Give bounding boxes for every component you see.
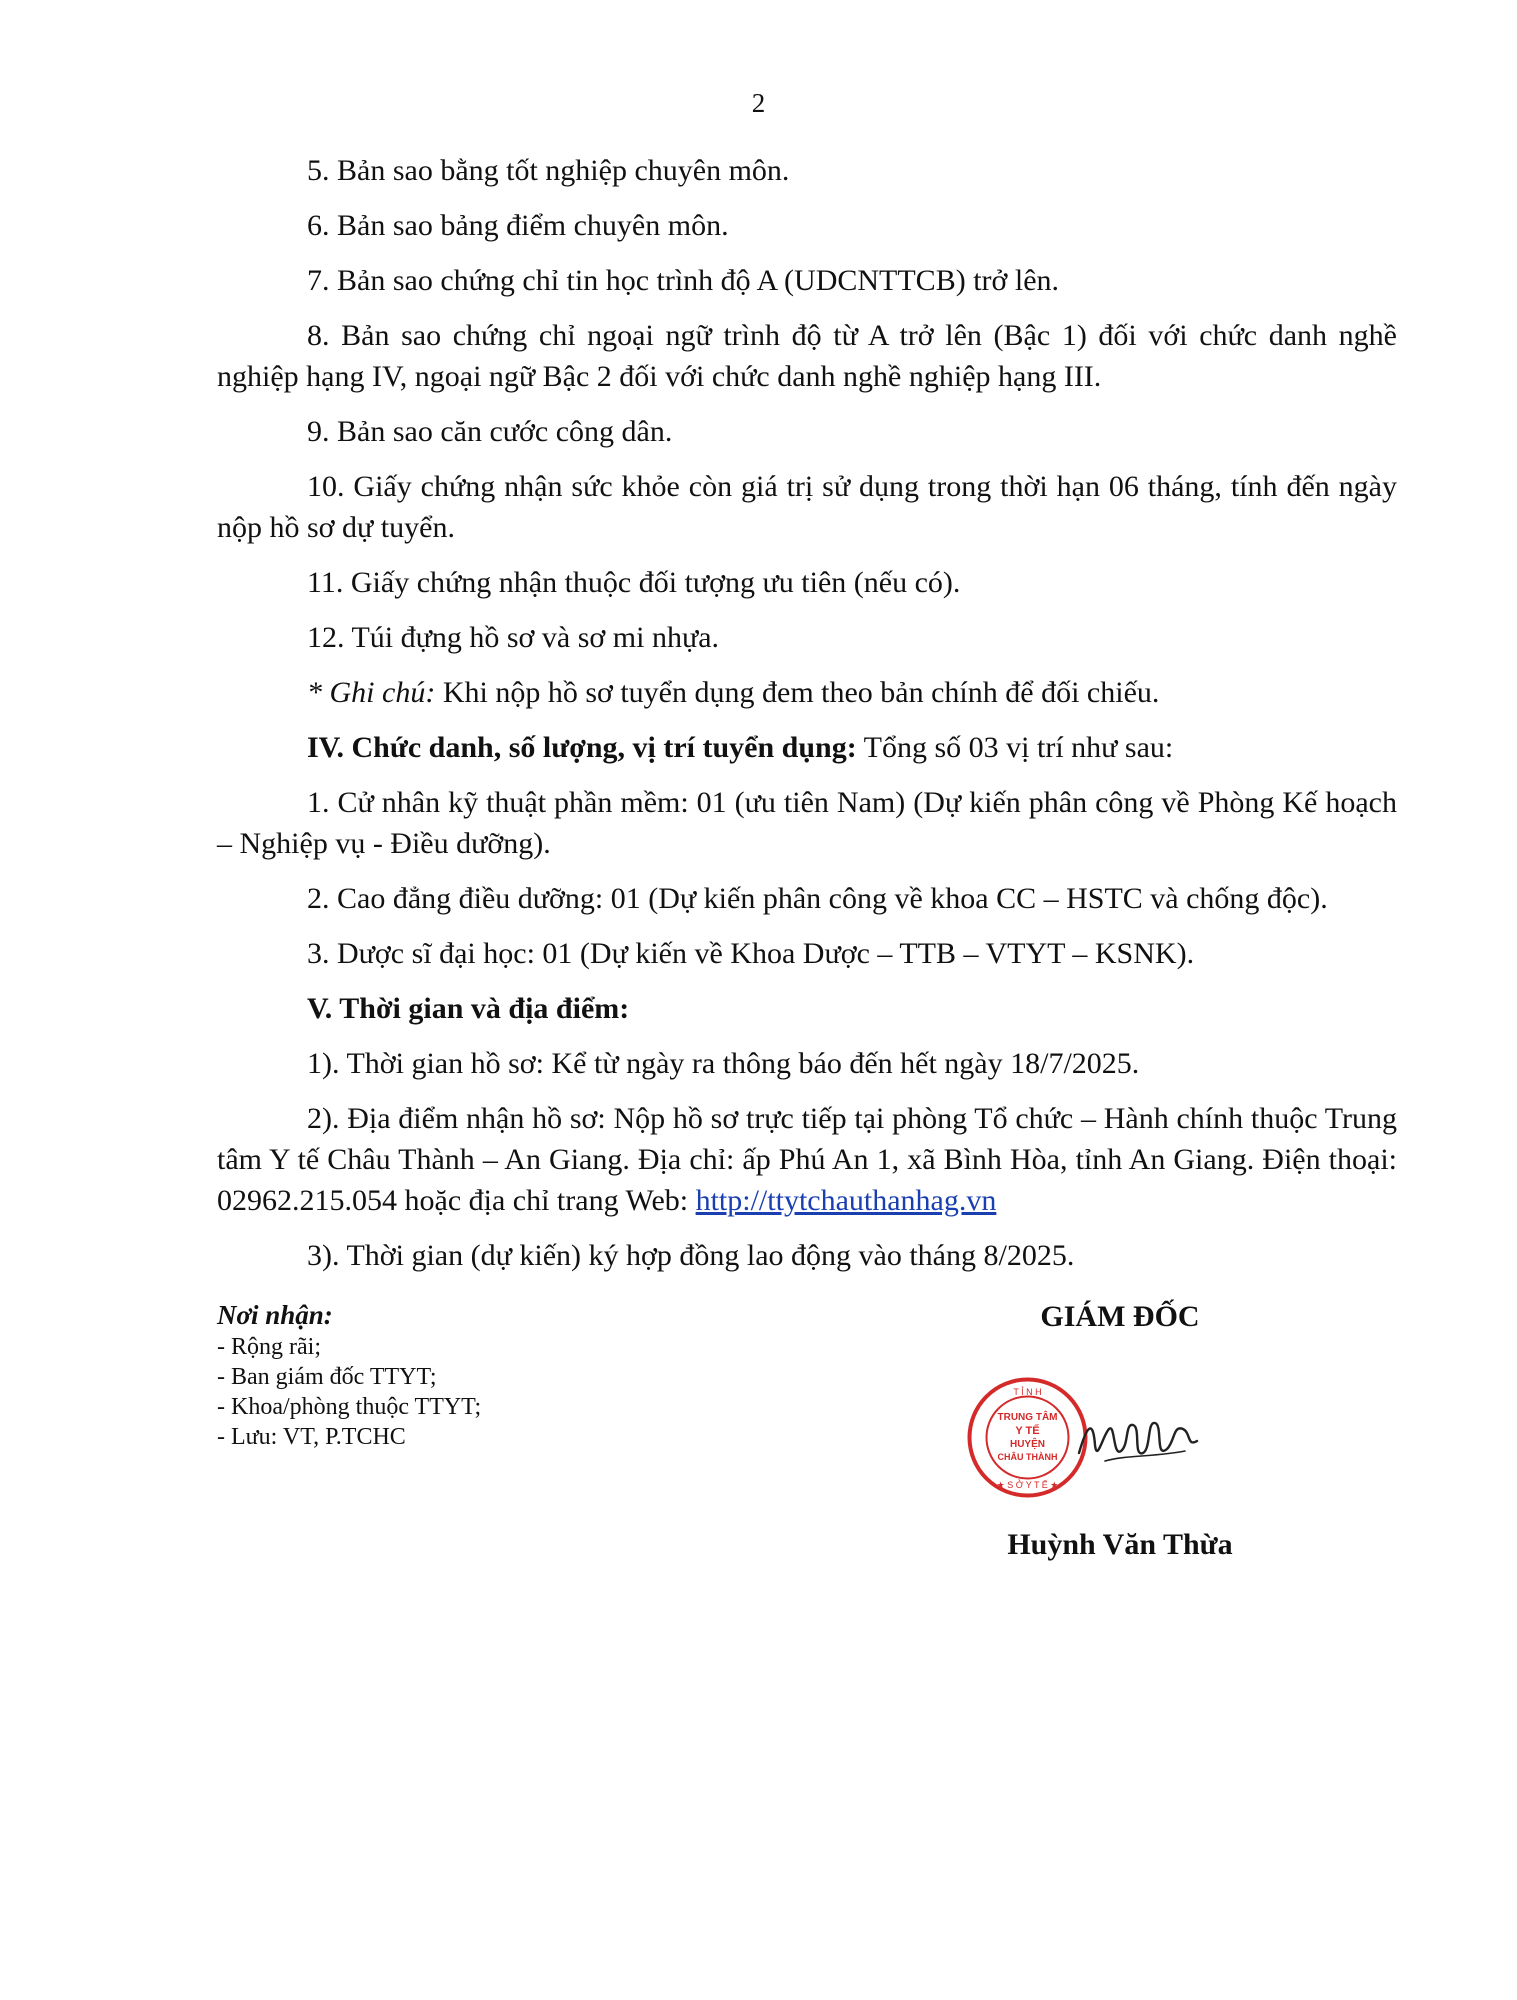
svg-text:TRUNG TÂM: TRUNG TÂM [997, 1412, 1058, 1423]
schedule-2 [217, 1098, 1397, 1221]
position-3: 3. Dược sĩ đại học: 01 (Dự kiến về Khoa Dược – TTB – VTYT – KSNK). [307, 937, 1195, 970]
note-paragraph [217, 672, 1397, 713]
note-text: Khi nộp hồ sơ tuyển dụng đem theo bản chính để đối chiếu. [435, 676, 1160, 709]
item-9: 9. Bản sao căn cước công dân. [307, 415, 673, 448]
item-8: 8. Bản sao chứng chỉ ngoại ngữ trình độ từ A trở lên (Bậc 1) đối với chức danh nghề nghiệp hạng IV, ngoại ngữ Bậc 2 đối với chức danh nghề nghiệp hạng III. [217, 319, 1397, 393]
schedule-2-text: 2). Địa điểm nhận hồ sơ: Nộp hồ sơ trực tiếp tại phòng Tổ chức – Hành chính thuộc Trung tâm Y tế Châu Thành – An Giang. Địa chỉ: ấp Phú An 1, xã Bình Hòa, tỉnh An Giang. Điện thoại: 02962.215.054 hoặc địa chỉ trang Web: [217, 1102, 1397, 1217]
recipients-list [217, 1332, 777, 1452]
item-7: 7. Bản sao chứng chỉ tin học trình độ A (UDCNTTCB) trở lên. [307, 264, 1060, 297]
section-4-heading: IV. Chức danh, số lượng, vị trí tuyển dụng: [307, 731, 857, 764]
recipients-title: Nơi nhận: [217, 1300, 333, 1330]
item-5: 5. Bản sao bằng tốt nghiệp chuyên môn. [307, 154, 790, 187]
schedule-1: 1). Thời gian hồ sơ: Kể từ ngày ra thông báo đến hết ngày 18/7/2025. [307, 1047, 1140, 1080]
signer-name: Huỳnh Văn Thừa [1007, 1528, 1233, 1561]
section-4-heading-paragraph [217, 727, 1397, 768]
item-6: 6. Bản sao bảng điểm chuyên môn. [307, 209, 729, 242]
position-1: 1. Cử nhân kỹ thuật phần mềm: 01 (ưu tiên Nam) (Dự kiến phân công về Phòng Kế hoạch – Nghiệp vụ - Điều dưỡng). [217, 786, 1397, 860]
svg-text:T Ỉ N H: T Ỉ N H [1013, 1387, 1042, 1397]
item-11: 11. Giấy chứng nhận thuộc đối tượng ưu tiên (nếu có). [307, 566, 961, 599]
svg-text:HUYỆN: HUYỆN [1009, 1439, 1046, 1450]
recipient-item: - Khoa/phòng thuộc TTYT; [217, 1394, 482, 1420]
section-4-summary: Tổng số 03 vị trí như sau: [856, 731, 1174, 764]
item-10: 10. Giấy chứng nhận sức khỏe còn giá trị sử dụng trong thời hạn 06 tháng, tính đến ngày nộp hồ sơ dự tuyển. [217, 470, 1397, 544]
svg-text:Y TẾ: Y TẾ [1015, 1425, 1040, 1437]
recipient-item: - Ban giám đốc TTYT; [217, 1364, 437, 1390]
signer-title: GIÁM ĐỐC [1040, 1300, 1200, 1333]
note-label: * Ghi chú: [307, 676, 436, 709]
svg-text:CHÂU THÀNH: CHÂU THÀNH [997, 1452, 1058, 1462]
page-number: 2 [751, 88, 766, 118]
signature-icon [1075, 1405, 1200, 1475]
official-seal-icon [965, 1375, 1090, 1500]
website-link[interactable]: http://ttytchauthanhag.vn [695, 1184, 997, 1217]
schedule-3: 3). Thời gian (dự kiến) ký hợp đồng lao động vào tháng 8/2025. [307, 1239, 1075, 1272]
recipients-block [217, 1300, 777, 1452]
recipient-item: - Lưu: VT, P.TCHC [217, 1424, 406, 1450]
svg-text:★ S Ở Y T Ế ★: ★ S Ở Y T Ế ★ [996, 1480, 1059, 1490]
recipient-item: - Rộng rãi; [217, 1334, 321, 1360]
section-5-heading: V. Thời gian và địa điểm: [307, 992, 630, 1025]
position-2: 2. Cao đẳng điều dưỡng: 01 (Dự kiến phân công về khoa CC – HSTC và chống độc). [307, 882, 1328, 915]
document-body [217, 150, 1397, 1290]
item-12: 12. Túi đựng hồ sơ và sơ mi nhựa. [307, 621, 720, 654]
